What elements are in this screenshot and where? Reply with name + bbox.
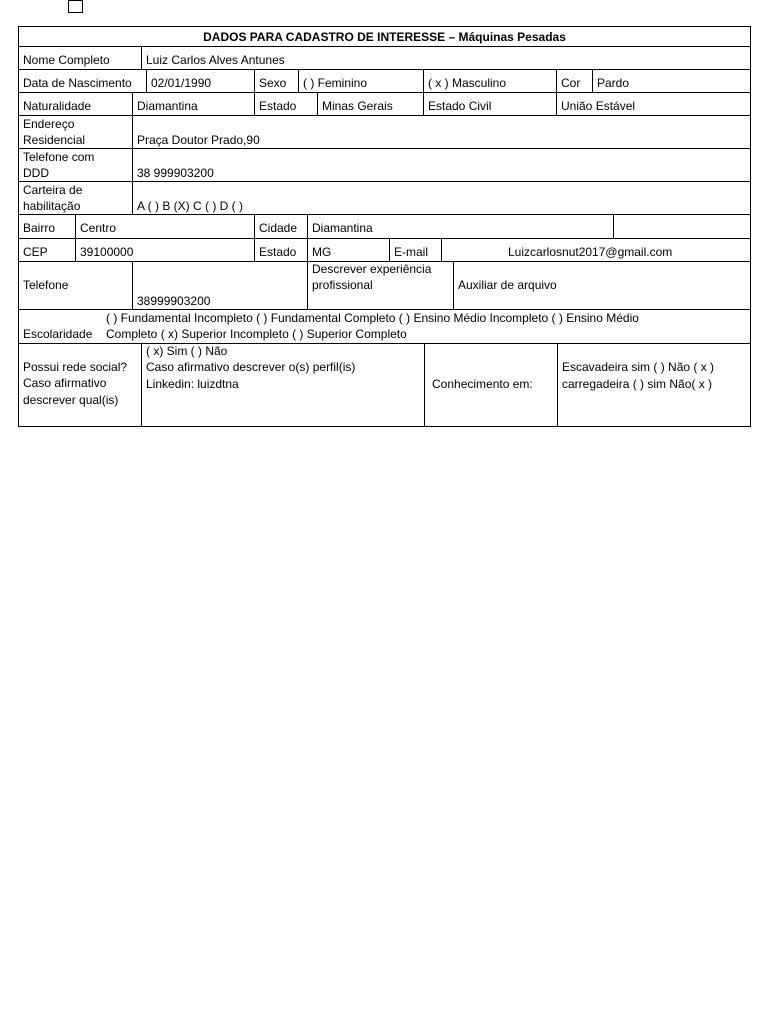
telefone-value[interactable]: 38999903200 xyxy=(132,262,307,309)
escolaridade-options[interactable]: ( ) Fundamental Incompleto ( ) Fundamental Completo ( ) Ensino Médio Incompleto ( ) Ensino Médio Completo ( x) Superior Incompleto ( ) Superior Completo xyxy=(106,311,639,341)
habilitacao-value[interactable]: A ( ) B (X) C ( ) D ( ) xyxy=(132,182,750,214)
email-value[interactable]: Luizcarlosnut2017@gmail.com xyxy=(441,239,750,261)
escolaridade-label: Escolaridade xyxy=(23,327,93,341)
bairro-value[interactable]: Centro xyxy=(75,215,254,238)
endereco-value[interactable]: Praça Doutor Prado,90 xyxy=(132,116,750,148)
conhecimento-label: Conhecimento em: xyxy=(424,344,557,426)
telefone-ddd-label: Telefone com DDD xyxy=(23,150,95,180)
nome-label: Nome Completo xyxy=(23,53,110,67)
row-telefone-experiencia xyxy=(18,262,751,310)
cep-label: CEP xyxy=(23,245,48,259)
nome-value[interactable]: Luiz Carlos Alves Antunes xyxy=(141,47,750,69)
estado2-label: Estado xyxy=(254,239,307,261)
header-checkbox[interactable] xyxy=(68,0,83,13)
form-title: DADOS PARA CADASTRO DE INTERESSE – Máquinas Pesadas xyxy=(203,30,566,44)
row-rede-social xyxy=(18,344,751,427)
naturalidade-label: Naturalidade xyxy=(23,99,92,113)
estado2-value[interactable]: MG xyxy=(307,239,389,261)
naturalidade-value[interactable]: Diamantina xyxy=(132,93,254,115)
row-cep xyxy=(18,239,751,262)
row-bairro xyxy=(18,215,751,239)
sexo-masculino[interactable]: ( x ) Masculino xyxy=(423,70,556,92)
nascimento-value[interactable]: 02/01/1990 xyxy=(146,70,254,92)
row-nome xyxy=(18,47,751,70)
estado-civil-value[interactable]: União Estável xyxy=(556,93,750,115)
estado-label: Estado xyxy=(254,93,317,115)
estado-value[interactable]: Minas Gerais xyxy=(317,93,423,115)
sexo-feminino[interactable]: ( ) Feminino xyxy=(298,70,423,92)
experiencia-value[interactable]: Auxiliar de arquivo xyxy=(453,262,750,309)
cor-label: Cor xyxy=(556,70,592,92)
bairro-row-empty-cell[interactable] xyxy=(613,215,750,238)
row-naturalidade xyxy=(18,93,751,116)
cep-value[interactable]: 39100000 xyxy=(75,239,254,261)
form-title-row xyxy=(18,26,751,47)
rede-value[interactable]: ( x) Sim ( ) Não Caso afirmativo descrever o(s) perfil(is) Linkedin: luizdtna xyxy=(141,344,424,426)
cor-value[interactable]: Pardo xyxy=(592,70,750,92)
habilitacao-label: Carteira de habilitação xyxy=(23,183,83,213)
telefone-label: Telefone xyxy=(23,278,69,292)
sexo-label: Sexo xyxy=(254,70,298,92)
nascimento-label: Data de Nascimento xyxy=(23,76,132,90)
row-endereco xyxy=(18,116,751,149)
cidade-value[interactable]: Diamantina xyxy=(307,215,613,238)
rede-label: Possui rede social? Caso afirmativo descrever qual(is) xyxy=(23,360,128,407)
row-escolaridade xyxy=(18,310,751,344)
bairro-label: Bairro xyxy=(23,221,56,235)
cidade-label: Cidade xyxy=(254,215,307,238)
row-telefone-ddd xyxy=(18,149,751,182)
row-habilitacao xyxy=(18,182,751,215)
endereco-label: Endereço Residencial xyxy=(23,117,86,147)
row-nascimento xyxy=(18,70,751,93)
conhecimento-value[interactable]: Escavadeira sim ( ) Não ( x ) carregadeira ( ) sim Não( x ) xyxy=(557,344,750,426)
estado-civil-label: Estado Civil xyxy=(423,93,556,115)
telefone-ddd-value[interactable]: 38 999903200 xyxy=(132,149,750,181)
email-label: E-mail xyxy=(389,239,441,261)
experiencia-label: Descrever experiência profissional xyxy=(307,262,453,309)
